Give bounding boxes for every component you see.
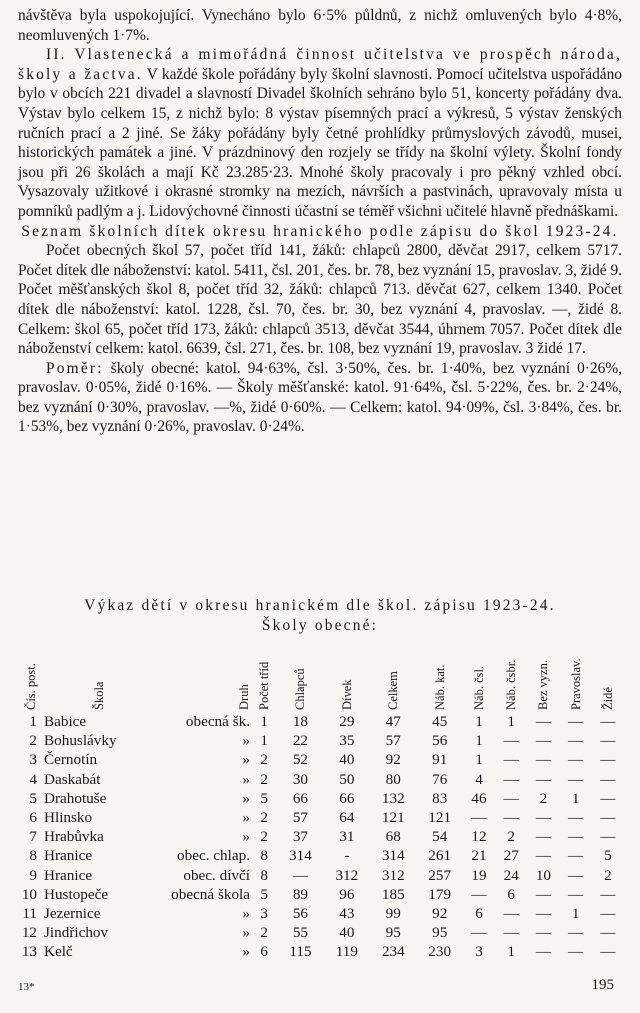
table-cell: » — [242, 809, 250, 827]
table-cell: 40 — [339, 751, 355, 769]
list-heading: Seznam školních dítek okresu hranického podle zápisu do škol 1923-24. — [21, 222, 619, 240]
table-cell: 29 — [339, 713, 355, 731]
column-header-label: Celkem — [386, 671, 401, 710]
table-cell: — — [600, 789, 616, 807]
column-header — [416, 640, 462, 712]
table-cell: — — [503, 904, 519, 922]
table-body — [16, 712, 624, 961]
table-cell: 230 — [428, 943, 452, 961]
table-cell: 40 — [339, 924, 355, 942]
table-cell: 121 — [381, 809, 405, 827]
table-cell: 12 — [471, 828, 487, 846]
table-cell: obecná škola — [171, 885, 250, 903]
table-cell: 91 — [432, 751, 448, 769]
table-cell: — — [535, 828, 551, 846]
table-cell: 76 — [432, 770, 448, 788]
table-cell: 1 — [507, 713, 515, 731]
table-cell: 12 — [21, 924, 37, 942]
table-cell: 1 — [260, 732, 268, 750]
table-cell: 68 — [385, 828, 401, 846]
table-cell: — — [568, 732, 584, 750]
table-row — [16, 750, 624, 769]
table-cell: 46 — [471, 789, 487, 807]
table-cell: 5 — [604, 847, 612, 865]
table-cell: — — [568, 847, 584, 865]
table-cell: 22 — [292, 732, 309, 750]
table-cell: 6 — [507, 885, 515, 903]
table-cell: Hlinsko — [44, 809, 93, 827]
table-cell: — — [600, 904, 616, 922]
table-cell: — — [600, 713, 616, 731]
column-header — [251, 640, 277, 712]
column-header-label: Dívek — [339, 679, 354, 710]
table-cell: » — [242, 904, 250, 922]
table-cell: — — [600, 885, 616, 903]
table-cell: — — [600, 924, 616, 942]
column-header-label: Náb. čsbr. — [504, 659, 519, 710]
column-header — [463, 640, 495, 712]
table-cell: 1 — [475, 751, 483, 769]
paragraph-text: školy obecné: katol. 94·63%, čsl. 3·50%, čes. br. 1·40%, bez vyznání 0·26%, pravoslav. 0·05%, židé 0·16%. — Školy měšťanské: katol. 91·64%, čsl. 5·22%, čes. br. 2·24%, bez vyznání 0·30%, pravoslav. —%, židé 0·60%. — Celkem: katol. 94·09%, čsl. 3·84%, čes. br. 1·53%, bez vyznání 0·26%, pravoslav. 0·24%. — [18, 359, 622, 436]
table-cell: » — [242, 943, 250, 961]
table-cell: 10 — [535, 866, 551, 884]
table-cell: 257 — [428, 866, 452, 884]
column-header-label: Náb. kat. — [432, 664, 447, 710]
table-cell: 9 — [29, 866, 37, 884]
table-row — [16, 846, 624, 865]
column-header-label: Druh — [237, 684, 251, 710]
column-header-label: Počet tříd — [257, 661, 272, 710]
table-cell: 2 — [260, 770, 268, 788]
table-cell: 43 — [339, 904, 355, 922]
table-cell: 64 — [339, 809, 355, 827]
table-cell: 2 — [260, 751, 268, 769]
table-heading — [18, 596, 622, 635]
table-cell: Hrabůvka — [44, 828, 104, 846]
column-header — [495, 640, 527, 712]
table-cell: 1 — [475, 713, 483, 731]
table-cell: 119 — [335, 943, 358, 961]
table-row — [16, 885, 624, 904]
column-header — [560, 640, 592, 712]
table-cell: — — [292, 866, 309, 884]
signature-mark: 13* — [18, 981, 35, 993]
table-cell: — — [535, 904, 551, 922]
table-cell: 95 — [385, 924, 401, 942]
column-header — [277, 640, 323, 712]
school-table — [16, 640, 624, 961]
table-cell: 6 — [475, 904, 483, 922]
column-header-label: Škola — [91, 681, 106, 710]
table-title: Výkaz dětí v okresu hranickém dle škol. zápisu 1923-24. — [84, 597, 556, 614]
table-cell: 92 — [385, 751, 401, 769]
table-cell: — — [535, 809, 551, 827]
column-header-label: Bez vyzn. — [536, 660, 551, 710]
table-row — [16, 904, 624, 923]
table-cell: — — [568, 924, 584, 942]
table-cell: 2 — [29, 732, 37, 750]
table-cell: 1 — [475, 732, 483, 750]
column-header — [592, 640, 624, 712]
ratio-lead: Poměr: — [46, 359, 104, 377]
table-cell: 27 — [503, 847, 519, 865]
table-cell: 2 — [507, 828, 515, 846]
table-cell: 7 — [29, 828, 37, 846]
table-cell: 10 — [21, 885, 37, 903]
table-cell: » — [242, 924, 250, 942]
table-cell: 5 — [260, 885, 268, 903]
table-cell: — — [568, 828, 584, 846]
table-cell: Černotín — [44, 751, 98, 769]
table-cell: — — [503, 789, 519, 807]
table-cell: Daskabát — [44, 770, 101, 788]
table-cell: Jezernice — [44, 904, 101, 922]
table-cell: 57 — [385, 732, 401, 750]
table-cell: — — [503, 751, 519, 769]
table-cell: 99 — [385, 904, 401, 922]
table-cell: 19 — [471, 866, 487, 884]
table-cell: 115 — [289, 943, 312, 961]
table-cell: 312 — [381, 866, 405, 884]
table-cell: — — [568, 943, 584, 961]
table-cell: — — [568, 770, 584, 788]
table-cell: Babice — [44, 713, 87, 731]
table-cell: Bohuslávky — [44, 732, 117, 750]
table-cell: — — [471, 809, 487, 827]
table-cell: » — [242, 770, 250, 788]
paragraph-attendance: návštěva byla uspokojující. Vynecháno bylo 6·5% půldnů, z nichž omluvených bylo 4·8%, neomluvených 1·7%. — [18, 7, 622, 44]
table-cell: — — [535, 713, 551, 731]
table-row — [16, 866, 624, 885]
table-cell: — — [600, 809, 616, 827]
table-cell: — — [503, 732, 519, 750]
table-cell: 54 — [432, 828, 448, 846]
table-cell: 92 — [432, 904, 448, 922]
table-cell: 4 — [29, 770, 37, 788]
table-cell: 3 — [29, 751, 37, 769]
table-cell: - — [344, 847, 350, 865]
table-cell: — — [568, 809, 584, 827]
table-cell: 261 — [428, 847, 452, 865]
table-cell: 1 — [571, 904, 580, 922]
table-cell: — — [568, 713, 584, 731]
column-header — [38, 640, 153, 712]
table-cell: 30 — [292, 770, 309, 788]
table-cell: 8 — [29, 847, 37, 865]
table-row — [16, 942, 624, 961]
table-cell: Hranice — [44, 866, 93, 884]
table-row — [16, 712, 624, 731]
table-row — [16, 808, 624, 827]
table-cell: — — [503, 770, 519, 788]
table-cell: 35 — [339, 732, 355, 750]
table-cell: 66 — [339, 789, 355, 807]
table-cell: 56 — [432, 732, 448, 750]
table-cell: 95 — [432, 924, 448, 942]
table-cell: 2 — [260, 828, 268, 846]
table-subtitle: Školy obecné: — [261, 616, 379, 634]
table-cell: — — [471, 924, 487, 942]
table-cell: — — [503, 809, 519, 827]
table-cell: — — [568, 751, 584, 769]
table-cell: — — [568, 885, 584, 903]
column-header-label: Pravoslav. — [568, 658, 583, 710]
table-cell: Jindřichov — [44, 924, 109, 942]
table-cell: 13 — [21, 943, 37, 961]
table-cell: 21 — [471, 847, 487, 865]
table-cell: 52 — [292, 751, 309, 769]
table-cell: — — [600, 732, 616, 750]
table-cell: Drahotuše — [44, 789, 107, 807]
table-cell: — — [535, 943, 551, 961]
table-cell: Hustopeče — [44, 885, 109, 903]
table-cell: obecná šk. — [185, 713, 250, 731]
table-row — [16, 827, 624, 846]
table-cell: — — [535, 751, 551, 769]
table-cell: 24 — [503, 866, 519, 884]
table-cell: — — [535, 885, 551, 903]
table-cell: — — [600, 943, 616, 961]
table-cell: 2 — [539, 789, 548, 807]
column-header — [370, 640, 416, 712]
table-cell: — — [568, 866, 584, 884]
table-cell: — — [535, 924, 551, 942]
table-cell: 314 — [289, 847, 312, 865]
table-cell: 312 — [335, 866, 359, 884]
table-cell: obec. dívčí — [183, 866, 250, 884]
table-cell: 11 — [22, 904, 37, 922]
table-cell: — — [503, 924, 519, 942]
table-cell: 57 — [292, 809, 309, 827]
table-cell: 4 — [475, 770, 483, 788]
table-cell: 45 — [432, 713, 448, 731]
table-cell: — — [600, 770, 616, 788]
table-cell: » — [242, 751, 250, 769]
table-cell: 89 — [292, 885, 309, 903]
table-cell: 6 — [260, 943, 268, 961]
table-cell: 66 — [292, 789, 309, 807]
table-cell: 2 — [260, 809, 268, 827]
column-header — [527, 640, 559, 712]
table-cell: — — [535, 732, 551, 750]
column-header — [16, 640, 38, 712]
table-cell: 37 — [292, 828, 309, 846]
table-cell: obec. chlap. — [177, 847, 250, 865]
table-cell: — — [600, 751, 616, 769]
table-cell: 3 — [260, 904, 268, 922]
table-cell: 55 — [292, 924, 309, 942]
table-cell: » — [242, 789, 250, 807]
table-cell: 6 — [29, 809, 37, 827]
column-header — [153, 640, 251, 712]
table-cell: 2 — [260, 924, 268, 942]
table-row — [16, 789, 624, 808]
table-cell: 1 — [260, 713, 268, 731]
table-cell: 31 — [339, 828, 355, 846]
column-header-label: Náb. čsl. — [472, 665, 486, 710]
table-cell: 83 — [432, 789, 448, 807]
paragraph-activities — [18, 45, 622, 221]
paragraph-text: V každé škole pořádány byly školní slavnosti. Pomocí učitelstva uspořádáno bylo v obcích 221 divadel a slavností Divadel školních sehráno bylo 51, koncerty pořádány dva. Výstav bylo celkem 15, z nichž bylo: 8 výstav písemných prací a výkresů, 5 výstav ženských ručních prací a 2 jiné. Se žáky pořádány byly četné prohlídky průmyslových závodů, musei, historických památek a jiné. V prázdninový den rozjely se třídy na školní výlety. Školní fondy jsou při 26 školách a mají Kč 23.285·23. Mnohé školy pracovaly i pro pěkný vzhled obcí. Vysazovaly užitkové i okrasné stromky na mezích, návrších a pastvinách, upravovaly místa u pomníků padlým a j. Lidovýchovné činnosti účastní se téměř všichni učitelé hlavně přednáškami. — [18, 65, 622, 220]
table-cell: 1 — [507, 943, 515, 961]
table-header-row — [16, 640, 624, 712]
table-cell: 5 — [260, 789, 268, 807]
table-cell: 8 — [260, 866, 268, 884]
table-cell: Kelč — [44, 943, 73, 961]
table-cell: 1 — [571, 789, 580, 807]
table-cell: 3 — [475, 943, 483, 961]
table-row — [16, 770, 624, 789]
column-header-label: Chlapců — [293, 668, 308, 710]
table-cell: 185 — [381, 885, 405, 903]
table-cell: 2 — [604, 866, 612, 884]
column-header — [324, 640, 370, 712]
table-cell: 314 — [381, 847, 405, 865]
table-cell: 96 — [339, 885, 355, 903]
column-header-label: Židé — [600, 687, 615, 710]
table-cell: — — [600, 828, 616, 846]
table-cell: 80 — [385, 770, 401, 788]
table-cell: 5 — [29, 789, 37, 807]
table-cell: Hranice — [44, 847, 93, 865]
table-cell: 47 — [385, 713, 401, 731]
section-lead: II. Vlastenecká a mimořádná činnost učitelstva ve prospěch národa, školy a žactva. — [18, 46, 622, 83]
table-cell: 18 — [292, 713, 309, 731]
table-cell: » — [242, 828, 250, 846]
table-row — [16, 731, 624, 750]
table-cell: » — [242, 732, 250, 750]
column-header-label: Čís. post. — [24, 663, 38, 710]
table-cell: 8 — [260, 847, 268, 865]
paragraph-counts: Počet obecných škol 57, počet tříd 141, žáků: chlapců 2800, děvčat 2917, celkem 5717. Počet dítek dle náboženství: katol. 5411, čsl. 201, čes. br. 78, bez vyznání 15, pravoslav. 3, židé 9. Počet měšťanských škol 8, počet tříd 32, žáků: chlapců 713. děvčat 627, celkem 1340. Počet dítek dle náboženství: katol. 1228, čsl. 70, čes. br. 30, bez vyznání 4, pravoslav. —, židé 8. Celkem: škol 65, počet tříd 173, žáků: chlapců 3513, děvčat 3544, úhrnem 7057. Počet dítek dle náboženství celkem: katol. 6639, čsl. 271, čes. br. 108, bez vyznání 19, pravoslav. 3 židé 17. — [18, 242, 622, 358]
table-cell: 50 — [339, 770, 355, 788]
table-cell: 234 — [381, 943, 405, 961]
page-number: 195 — [591, 977, 614, 993]
prose-body — [18, 6, 622, 437]
paragraph-ratio — [18, 359, 622, 437]
table-cell: 1 — [29, 713, 37, 731]
table-cell: — — [471, 885, 487, 903]
table-cell: — — [535, 770, 551, 788]
table-cell: 132 — [381, 789, 405, 807]
table-cell: 179 — [428, 885, 452, 903]
table-cell: — — [535, 847, 551, 865]
table-cell: 56 — [292, 904, 309, 922]
table-cell: 121 — [428, 809, 452, 827]
table-row — [16, 923, 624, 942]
